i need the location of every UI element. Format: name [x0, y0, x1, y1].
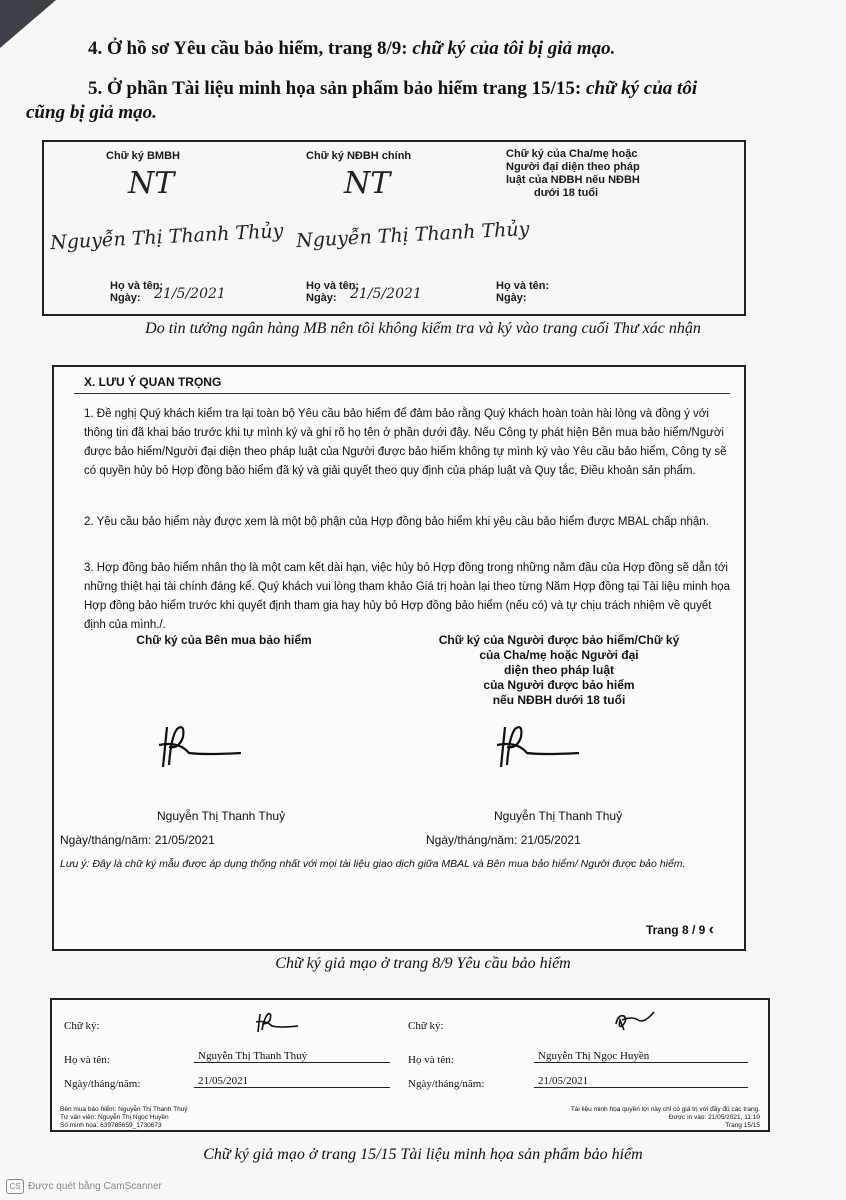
note-paragraph-1: 1. Đề nghị Quý khách kiểm tra lại toàn bộ Yêu cầu bảo hiểm để đảm bảo rằng Quý khách hoàn toàn hài lòng và đồng ý với thông tin đã khai báo trước khi tự mình ký và ghi rõ họ tên ở phần dưới đây. Nếu Công ty phát hiện Bên mua bảo hiểm/Người được bảo hiểm/Người đại diện theo pháp luật của Người được bảo hiểm không tự mình ký vào Yêu cầu bảo hiểm, Công ty sẽ có quyền hủy bỏ Hợp đồng bảo hiểm đã ký và giải quyết theo quy định của pháp luật và Quy tắc, Điều khoản sản phẩm.: [84, 408, 727, 477]
page-number: Trang 8 / 9 ‹: [645, 921, 714, 938]
left-date-label: Ngày/tháng/năm:: [64, 1078, 141, 1090]
handwritten-name-1: Nguyễn Thị Thanh Thủy: [49, 219, 284, 255]
initials-signature-2: NT: [344, 166, 391, 201]
date-value-1: 21/5/2021: [154, 286, 226, 302]
col-title-guardian: Chữ ký của Cha/mẹ hoặc Người đại diện theo pháp luật của NĐBH nếu NĐBH dưới 18 tuổi: [506, 148, 640, 199]
forged-signature-right: [487, 717, 587, 777]
section-divider: [74, 393, 730, 394]
fine-print-right: Tài liệu minh họa quyền lợi này chỉ có giá trị với đầy đủ các trang. Được in vào: 21/05/2021, 11:10 Trang 15/15: [570, 1106, 760, 1129]
name-label-1: Họ và tên:: [110, 280, 164, 292]
right-sign-date: Ngày/tháng/năm: 21/05/2021: [426, 833, 581, 847]
date-label-2: Ngày:: [306, 292, 337, 304]
signature-box-contract: [42, 140, 746, 316]
heading-item-5: 5. Ở phần Tài liệu minh họa sản phẩm bảo hiểm trang 15/15: chữ ký của tôi: [88, 78, 698, 99]
important-notes-page: [52, 365, 746, 951]
camscanner-logo-icon: CS: [6, 1179, 24, 1194]
name-label-2: Họ và tên:: [306, 280, 360, 292]
right-date-value: 21/05/2021: [534, 1075, 748, 1088]
col-title-ndbh: Chữ ký NĐBH chính: [306, 150, 412, 162]
name-label-3: Họ và tên:: [496, 280, 550, 292]
left-sig-label: Chữ ký:: [64, 1020, 100, 1032]
camscanner-watermark: CS Được quét bằng CamScanner: [6, 1179, 162, 1194]
caption-forged-page-8: Chữ ký giả mạo ở trang 8/9 Yêu cầu bảo hiểm: [275, 955, 571, 972]
forged-signature-small: [252, 1010, 302, 1034]
handwritten-name-2: Nguyễn Thị Thanh Thủy: [295, 217, 530, 253]
left-sign-date: Ngày/tháng/năm: 21/05/2021: [60, 833, 215, 847]
caption-confirmation-letter: Do tin tưởng ngân hàng MB nên tôi không kiểm tra và ký vào trang cuối Thư xác nhận: [145, 320, 701, 337]
date-value-2: 21/5/2021: [350, 286, 422, 302]
forged-signature-left: [149, 717, 249, 777]
left-date-value: 21/05/2021: [194, 1075, 390, 1088]
sample-signature-note: Lưu ý: Đây là chữ ký mẫu được áp dụng thống nhất với mọi tài liệu giao dịch giữa MBAL và Bên mua bảo hiểm/ Người được bảo hiểm.: [60, 858, 686, 870]
initials-signature-1: NT: [128, 166, 175, 201]
right-signature-title: Chữ ký của Người được bảo hiểm/Chữ ký của Cha/mẹ hoặc Người đại diện theo pháp luật của Người được bảo hiểm nếu NĐBH dưới 18 tuổi: [438, 633, 680, 707]
section-title: X. LƯU Ý QUAN TRỌNG: [84, 375, 222, 389]
right-name-value: Nguyễn Thị Ngọc Huyền: [534, 1050, 748, 1063]
heading-item-5-cont: cũng bị giả mạo.: [26, 102, 157, 123]
right-sig-label: Chữ ký:: [408, 1020, 444, 1032]
left-name-value: Nguyễn Thị Thanh Thuỷ: [194, 1050, 390, 1063]
illustration-signature-box: [50, 998, 770, 1132]
scan-corner-fold: [0, 0, 56, 48]
date-label-1: Ngày:: [110, 292, 141, 304]
left-name-label: Họ và tên:: [64, 1054, 110, 1066]
left-signer-name: Nguyễn Thị Thanh Thuỷ: [157, 809, 286, 823]
col-title-bmbh: Chữ ký BMBH: [106, 150, 180, 162]
note-paragraph-3: 3. Hợp đồng bảo hiểm nhân thọ là một cam kết dài hạn, việc hủy bỏ Hợp đồng trong những năm đầu của Hợp đồng sẽ dẫn tới những thiệt hại tài chính đáng kể. Quý khách vui lòng tham khảo Giá trị hoàn lại theo từng Năm Hợp đồng tại Tài liệu minh họa Hợp đồng bảo hiểm trước khi quyết định tham gia hay hủy bỏ Hợp đồng bảo hiểm (nếu có) và tự chịu trách nhiệm về quyết định của mình./.: [84, 562, 731, 631]
left-signature-title: Chữ ký của Bên mua bảo hiểm: [136, 633, 312, 647]
consultant-signature: [608, 1006, 658, 1034]
heading-item-4: 4. Ở hồ sơ Yêu cầu bảo hiểm, trang 8/9: chữ ký của tôi bị giả mạo.: [88, 38, 616, 59]
right-date-label: Ngày/tháng/năm:: [408, 1078, 485, 1090]
date-label-3: Ngày:: [496, 292, 527, 304]
right-signer-name: Nguyễn Thị Thanh Thuỷ: [494, 809, 623, 823]
caption-forged-page-15: Chữ ký giả mạo ở trang 15/15 Tài liệu minh họa sản phẩm bảo hiểm: [203, 1146, 643, 1163]
note-paragraph-2: 2. Yêu cầu bảo hiểm này được xem là một bộ phận của Hợp đồng bảo hiểm khi yêu cầu bảo hiểm được MBAL chấp nhận.: [84, 516, 709, 528]
right-name-label: Họ và tên:: [408, 1054, 454, 1066]
fine-print-left: Bên mua bảo hiểm: Nguyễn Thị Thanh Thuỷ Tư vấn viên: Nguyễn Thị Ngọc Huyền Số minh họa: 639785659_1730673: [60, 1106, 188, 1129]
